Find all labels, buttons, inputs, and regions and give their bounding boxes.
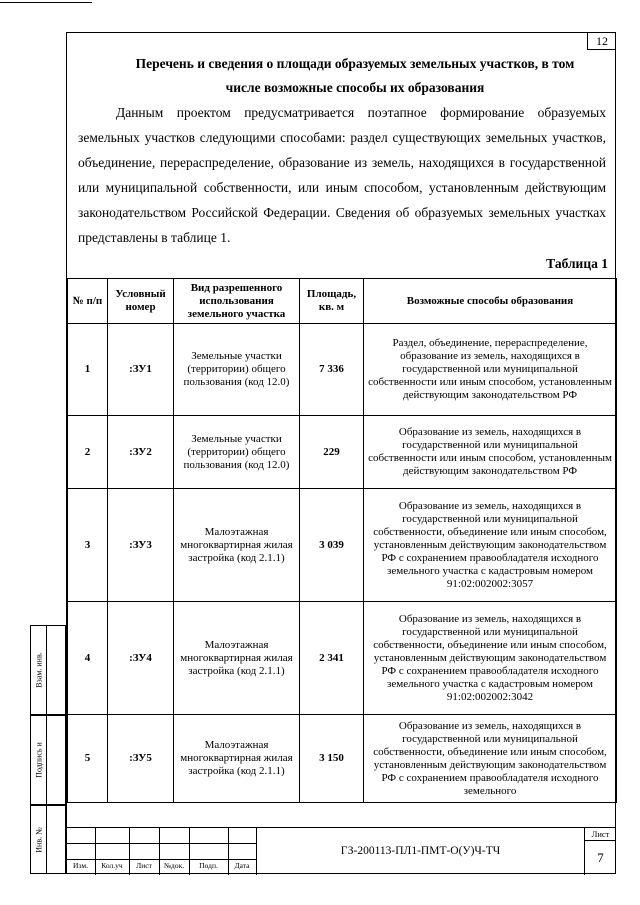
table-row: [68, 416, 617, 489]
col-data: Дата: [234, 861, 250, 870]
row-number: 1: [68, 324, 108, 416]
header-method: Возможные способы образования: [364, 279, 617, 324]
title-block: [66, 827, 616, 874]
intro-paragraph: [78, 100, 606, 250]
row-use: Земельные участки (территории) общего пользования (код 12.0): [174, 324, 300, 416]
revision-grid: [66, 828, 256, 875]
table-caption: Таблица 1: [546, 256, 608, 271]
paragraph-text: Данным проектом предусматривается поэтапное формирование образуемых земельных участков следующими способами: раздел существующих земельных участков, объединение, перераспределение, образование из земель, находящихся в государственной или муниципальной собственности, или иным способом, установленным действующим законодательством Российской Федерации. Сведения об образуемых земельных участках представлены в таблице 1.: [78, 105, 606, 245]
header-code: Условный номер: [108, 279, 174, 324]
row-use: Малоэтажная многоквартирная жилая застройка (код 2.1.1): [174, 602, 300, 715]
row-number: 5: [68, 715, 108, 803]
header-number: № п/п: [68, 279, 108, 324]
row-method: Раздел, объединение, перераспределение, образование из земель, находящихся в государственной или муниципальной собственности или иным способом, установленным действующим законодательством РФ: [364, 324, 617, 416]
table-row: [68, 489, 617, 602]
title-line-1: Перечень и сведения о площади образуемых земельных участков, в том: [135, 56, 575, 71]
row-number: 4: [68, 602, 108, 715]
row-number: 2: [68, 416, 108, 489]
col-podp: Подп.: [199, 861, 218, 870]
sheet-box: [584, 828, 616, 875]
table-row: [68, 715, 617, 803]
row-use: Малоэтажная многоквартирная жилая застройка (код 2.1.1): [174, 715, 300, 803]
title-line-2: числе возможные способы их образования: [225, 80, 485, 95]
col-izm: Изм.: [73, 861, 88, 870]
side-stamp-replacement: [30, 625, 66, 715]
table-row: [68, 324, 617, 416]
sheet-value: 7: [597, 850, 604, 865]
row-code: :ЗУ5: [108, 715, 174, 803]
top-rule: [0, 2, 92, 3]
row-code: :ЗУ4: [108, 602, 174, 715]
table-header-row: [68, 279, 617, 324]
row-method: Образование из земель, находящихся в государственной или муниципальной собственности, объединение или иным способом, установленным действующим законодательством РФ с сохранением правообладателя исходного земельного участка с кадастровым номером 91:02:002002:3057: [364, 489, 617, 602]
document-id: ГЗ-200113-ПЛ1-ПМТ-О(У)Ч-ТЧ: [256, 828, 584, 875]
col-ndok: №док.: [163, 861, 185, 870]
row-use: Малоэтажная многоквартирная жилая застройка (код 2.1.1): [174, 489, 300, 602]
side-label-inventory: Инв. №: [34, 826, 43, 853]
side-stamp-signature: [30, 715, 66, 805]
row-use: Земельные участки (территории) общего пользования (код 12.0): [174, 416, 300, 489]
row-area: 2 341: [300, 602, 364, 715]
row-number: 3: [68, 489, 108, 602]
row-code: :ЗУ1: [108, 324, 174, 416]
row-area: 3 039: [300, 489, 364, 602]
land-plots-table: [67, 278, 617, 803]
col-kol: Кол.уч: [101, 861, 123, 870]
row-area: 7 336: [300, 324, 364, 416]
side-label-replacement: Взам. инв.: [34, 652, 43, 688]
table-row: [68, 602, 617, 715]
side-label-signature: Подпись и: [34, 742, 43, 778]
page-number: 12: [587, 32, 616, 50]
row-method: Образование из земель, находящихся в государственной или муниципальной собственности, объединение или иным способом, установленным действующим законодательством РФ с сохранением правообладателя исходного земельного: [364, 715, 617, 803]
row-code: :ЗУ2: [108, 416, 174, 489]
row-method: Образование из земель, находящихся в государственной или муниципальной собственности, объединение или иным способом, установленным действующим законодательством РФ с сохранением правообладателя исходного земельного участка с кадастровым номером 91:02:002002:3042: [364, 602, 617, 715]
side-stamp-inventory: [30, 805, 66, 874]
row-area: 229: [300, 416, 364, 489]
sheet-label: Лист: [585, 828, 616, 841]
header-area: Площадь, кв. м: [300, 279, 364, 324]
row-code: :ЗУ3: [108, 489, 174, 602]
section-title: [100, 52, 610, 100]
row-method: Образование из земель, находящихся в государственной или муниципальной собственности или иным способом, установленным действующим законодательством РФ: [364, 416, 617, 489]
header-use: Вид разрешенного использования земельного участка: [174, 279, 300, 324]
col-list: Лист: [136, 861, 152, 870]
row-area: 3 150: [300, 715, 364, 803]
